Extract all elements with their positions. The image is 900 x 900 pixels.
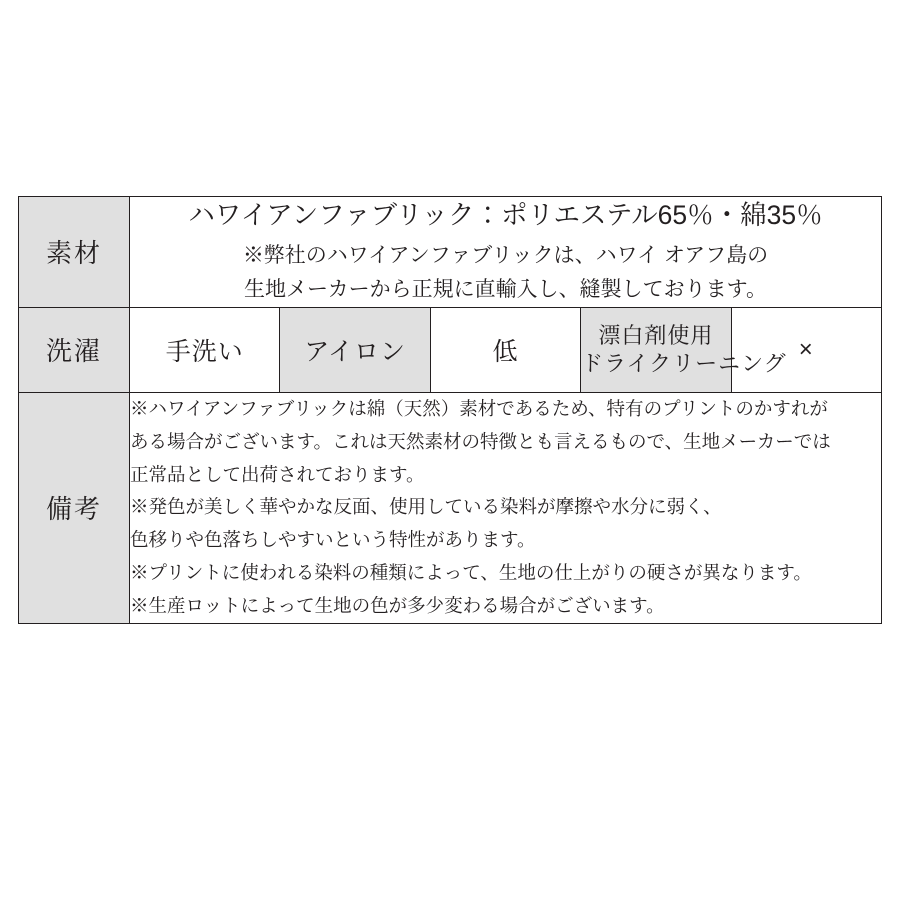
remarks-line-5: 色移りや色落ちしやすいという特性があります。 — [130, 529, 536, 551]
table-row-wash — [19, 307, 882, 392]
row-label-remarks: 備考 — [19, 392, 130, 623]
wash-cell-bleach-dryclean — [581, 307, 787, 392]
remarks-line-1: ※ハワイアンファブリックは綿（天然）素材であるため、特有のプリントのかすれが — [130, 397, 828, 419]
remarks-content-cell — [130, 392, 882, 623]
row-label-material: 素材 — [19, 197, 130, 308]
remarks-line-7: ※生産ロットによって生地の色が多少変わる場合がございます。 — [130, 595, 665, 617]
material-note-line-2: 生地メーカーから正規に直輸入し、縫製しております。 — [244, 277, 767, 301]
material-note-line-1: ※弊社のハワイアンファブリックは、ハワイ オアフ島の — [242, 243, 769, 267]
remarks-line-4: ※発色が美しく華やかな反面、使用している染料が摩擦や水分に弱く、 — [130, 496, 722, 518]
wash-cell-iron: アイロン — [280, 307, 430, 392]
wash-bleach-line-2: ドライクリーニング — [581, 350, 787, 376]
wash-cell-hand-wash: 手洗い — [130, 307, 280, 392]
table-row-material — [19, 197, 882, 308]
product-spec-table — [18, 196, 882, 624]
wash-cell-not-allowed: × — [731, 307, 881, 392]
material-composition: ハワイアンファブリック：ポリエステル65％・綿35％ — [188, 200, 823, 230]
remarks-line-3: 正常品として出荷されております。 — [130, 463, 425, 485]
row-label-wash: 洗濯 — [19, 307, 130, 392]
remarks-line-2: ある場合がございます。これは天然素材の特徴とも言えるもので、生地メーカーでは — [130, 430, 831, 452]
remarks-line-6: ※プリントに使われる染料の種類によって、生地の仕上がりの硬さが異なります。 — [130, 562, 812, 584]
material-content-cell — [130, 197, 882, 308]
material-note — [130, 239, 881, 307]
table-row-remarks — [19, 392, 882, 623]
wash-bleach-line-1: 漂白剤使用 — [598, 322, 714, 348]
wash-cell-temperature: 低 — [430, 307, 580, 392]
